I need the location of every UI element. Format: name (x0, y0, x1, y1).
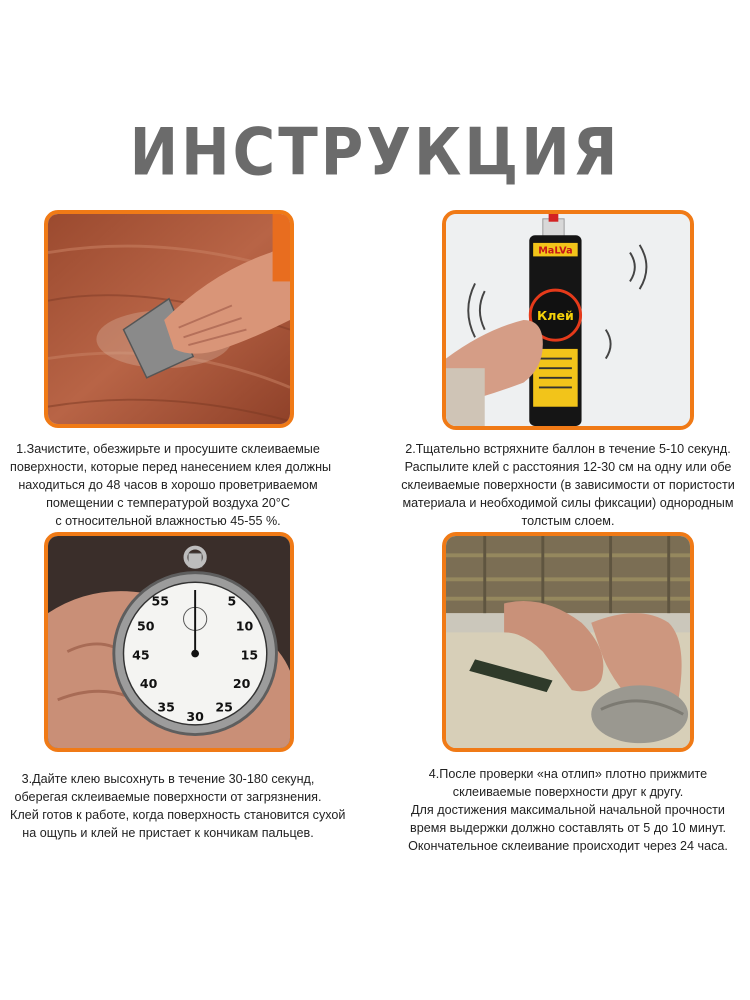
caption-line: поверхности, которые перед нанесением клея должны (10, 460, 332, 474)
caption-line: время выдержки должно составлять от 5 до 10 минут. (410, 821, 726, 835)
stopwatch-image (44, 532, 294, 752)
caption-line: 3.Дайте клею высохнуть в течение 30-180 секунд, (21, 772, 315, 786)
caption-line: с относительной влажностью 45-55 %. (55, 514, 281, 528)
pressing-illustration (446, 536, 690, 748)
step-4-caption (390, 765, 746, 855)
caption-line: 4.После проверки «на отлип» плотно прижмите (428, 767, 708, 781)
sanding-illustration (48, 214, 290, 424)
can-brand-label: MaLVa (538, 245, 573, 257)
dial-number: 35 (157, 699, 175, 715)
page-title: ИНСТРУКЦИЯ (129, 113, 621, 191)
dial-number: 55 (151, 593, 170, 609)
stopwatch-illustration (48, 536, 290, 748)
caption-line: Для достижения максимальной начальной прочности (411, 803, 725, 817)
caption-line: материала и необходимой силы фиксации) однородным (402, 496, 734, 510)
dial-number: 20 (232, 676, 251, 692)
spray-can-illustration (446, 214, 690, 426)
sanding-surface-image (44, 210, 294, 428)
caption-line: Клей готов к работе, когда поверхность становится сухой (10, 808, 346, 822)
step-3-caption (10, 770, 346, 842)
caption-line: помещении с температурой воздуха 20°С (46, 496, 290, 510)
dial-number: 45 (132, 647, 150, 663)
dial-number: 5 (227, 593, 237, 609)
dial-number: 10 (235, 618, 254, 634)
dial-number: 30 (186, 709, 204, 725)
caption-line: склеиваемые поверхности друг к другу. (452, 785, 684, 799)
caption-line: 1.Зачистите, обезжирьте и просушите склеиваемые (16, 442, 320, 456)
step-1-caption (10, 440, 332, 530)
can-glue-label: Клей (536, 308, 574, 323)
dial-number: 15 (240, 647, 259, 663)
caption-line: Окончательное склеивание происходит через 24 часа. (408, 839, 728, 853)
step-2-caption (390, 440, 746, 530)
spray-can-image (442, 210, 694, 430)
caption-line: находиться до 48 часов в хорошо проветриваемом (18, 478, 318, 492)
caption-line: склеиваемые поверхности (в зависимости от пористости (401, 478, 735, 492)
dial-number: 40 (139, 676, 158, 692)
pressing-surfaces-image (442, 532, 694, 752)
dial-number: 50 (137, 618, 155, 634)
caption-line: толстым слоем. (521, 514, 615, 528)
caption-line: оберегая склеиваемые поверхности от загрязнения. (14, 790, 322, 804)
dial-number: 25 (215, 699, 233, 715)
caption-line: Распылите клей с расстояния 12-30 см на одну или обе (404, 460, 732, 474)
caption-line: на ощупь и клей не пристает к кончикам пальцев. (22, 826, 314, 840)
caption-line: 2.Тщательно встряхните баллон в течение 5-10 секунд. (405, 442, 731, 456)
